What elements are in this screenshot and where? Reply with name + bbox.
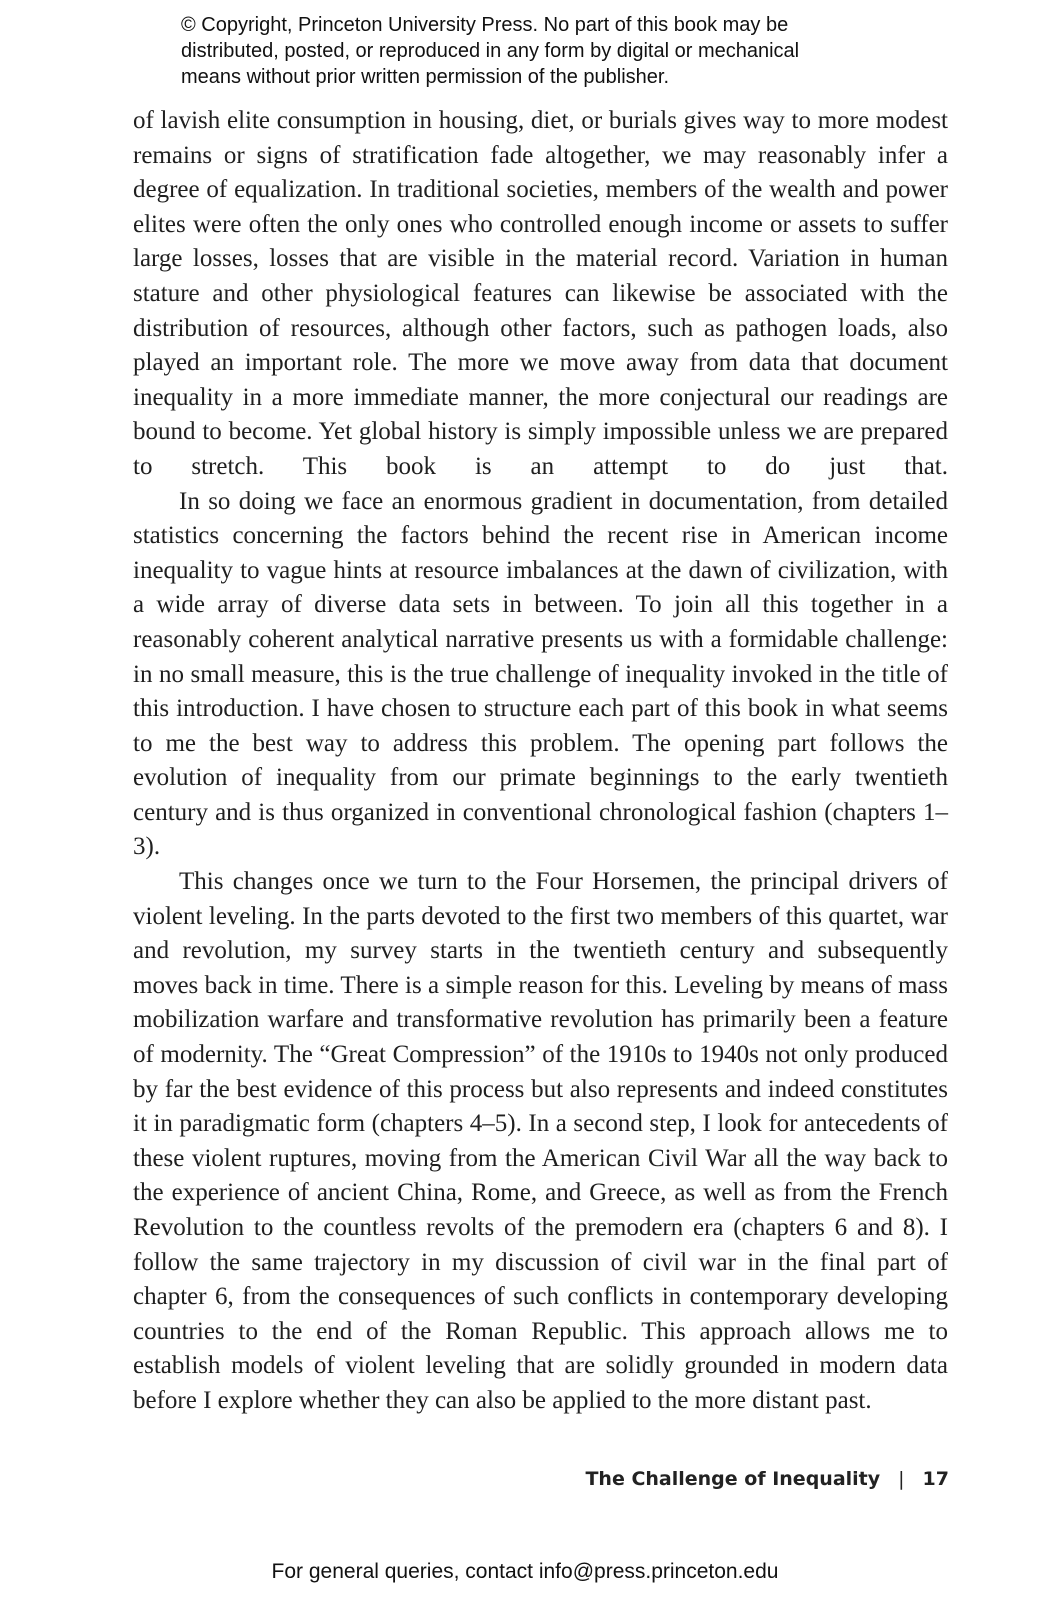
copyright-line: © Copyright, Princeton University Press. No part of this book may be: [181, 14, 789, 36]
body-text: [133, 104, 948, 1419]
paragraph: In so doing we face an enormous gradient in documentation, from detailed statistics concerning the factors behind the recent rise in American income inequality to vague hints at resource imbalances at the dawn of civilization, with a wide array of diverse data sets in between. To join all this together in a reasonably coherent analytical narrative presents us with a formidable challenge: in no small measure, this is the true challenge of inequality invoked in the title of this introduction. I have chosen to structure each part of this book in what seems to me the best way to address this problem. The opening part follows the evolution of inequality from our primate beginnings to the early twentieth century and is thus organized in conventional chronological fashion (chapters 1–3).: [133, 487, 948, 861]
page-number: 17: [922, 1468, 949, 1490]
paragraph: This changes once we turn to the Four Horsemen, the principal drivers of violent leveling. In the parts devoted to the first two members of this quartet, war and revolution, my survey starts in the twentieth century and subsequently moves back in time. There is a simple reason for this. Leveling by means of mass mobilization warfare and transformative revolution has primarily been a feature of modernity. The “Great Compression” of the 1910s to 1940s not only produced by far the best evidence of this process but also represents and indeed constitutes it in paradigmatic form (chapters 4–5). In a second step, I look for antecedents of these violent ruptures, moving from the American Civil War all the way back to the experience of ancient China, Rome, and Greece, as well as from the French Revolution to the countless revolts of the premodern era (chapters 6 and 8). I follow the same trajectory in my discussion of civil war in the final part of chapter 6, from the consequences of such conflicts in contemporary developing countries to the end of the Roman Republic. This approach allows me to establish models of violent leveling that are solidly grounded in modern data before I explore whether they can also be applied to the more distant past.: [133, 868, 948, 1414]
contact-footer: For general queries, contact info@press.princeton.edu: [271, 1560, 779, 1583]
running-footer-title: The Challenge of Inequality: [585, 1468, 881, 1490]
copyright-line: means without prior written permission of the publisher.: [181, 66, 670, 88]
copyright-line: distributed, posted, or reproduced in any form by digital or mechanical: [181, 40, 800, 62]
copyright-notice: [181, 12, 901, 90]
running-footer: [585, 1468, 949, 1490]
running-footer-separator: |: [898, 1468, 905, 1490]
paragraph: of lavish elite consumption in housing, diet, or burials gives way to more modest remains or signs of stratification fade altogether, we may reasonably infer a degree of equalization. In traditional societies, members of the wealth and power elites were often the only ones who controlled enough income or assets to suffer large losses, losses that are visible in the material record. Variation in human stature and other physiological features can likewise be associated with the distribution of resources, although other factors, such as pathogen loads, also played an important role. The more we move away from data that document inequality in a more immediate manner, the more conjectural our readings are bound to become. Yet global history is simply impossible unless we are prepared to stretch. This book is an attempt to do just that.: [133, 107, 948, 480]
